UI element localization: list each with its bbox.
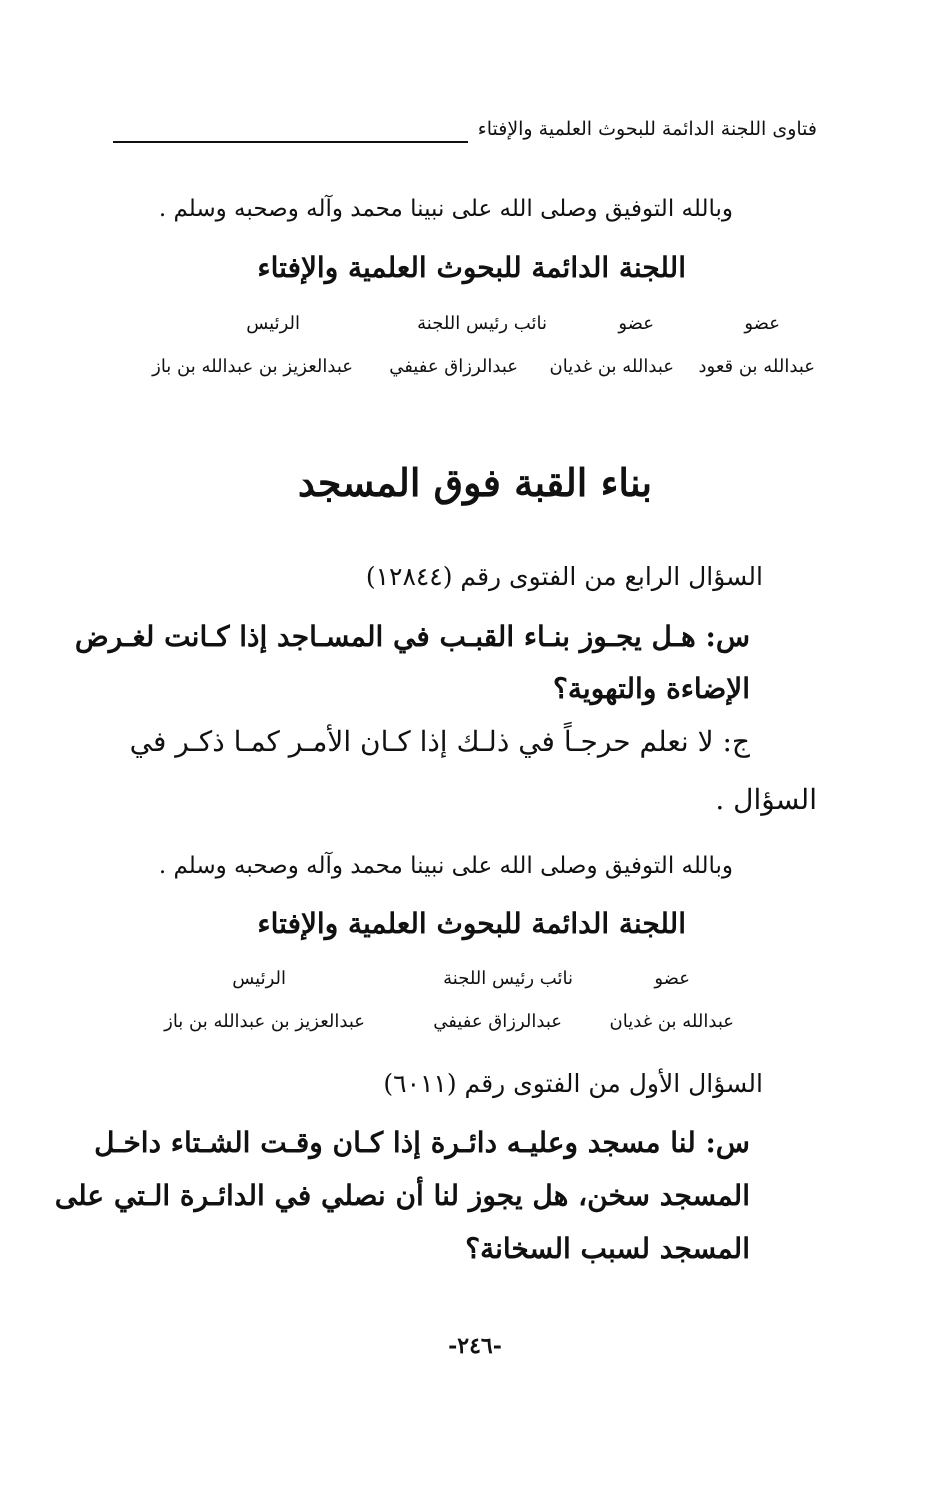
signatory-name: عبدالله بن غديان xyxy=(549,356,674,377)
signatory-name: عبدالله بن غديان xyxy=(609,1011,734,1032)
closing-formula: وبالله التوفيق وصلى الله على نبينا محمد وآله وصحبه وسلم . xyxy=(158,196,733,222)
signatory-role: الرئيس xyxy=(246,313,300,334)
running-header: فتاوى اللجنة الدائمة للبحوث العلمية والإفتاء xyxy=(477,118,817,140)
signatory-role: عضو xyxy=(744,313,780,334)
signatory-role: عضو xyxy=(618,313,654,334)
signatory-name: عبدالرزاق عفيفي xyxy=(389,356,518,377)
fatwa-reference: السؤال الأول من الفتوى رقم (٦٠١١) xyxy=(383,1069,763,1098)
signatory-role: الرئيس xyxy=(232,968,286,989)
section-title: بناء القبة فوق المسجد xyxy=(297,460,653,505)
question-line: الإضاءة والتهوية؟ xyxy=(553,672,750,705)
signatory-name: عبدالرزاق عفيفي xyxy=(433,1011,562,1032)
signatory-name: عبدالعزيز بن عبدالله بن باز xyxy=(164,1011,365,1032)
committee-name: اللجنة الدائمة للبحوث العلمية والإفتاء xyxy=(257,251,686,284)
signatory-role: نائب رئيس اللجنة xyxy=(417,313,547,334)
answer-line: ج: لا نعلم حرجـاً في ذلـك إذا كـان الأمـر كمـا ذكـر في xyxy=(129,725,750,758)
committee-name: اللجنة الدائمة للبحوث العلمية والإفتاء xyxy=(257,907,686,940)
signatory-name: عبدالعزيز بن عبدالله بن باز xyxy=(152,356,353,377)
closing-formula: وبالله التوفيق وصلى الله على نبينا محمد وآله وصحبه وسلم . xyxy=(158,853,733,879)
question-line: المسجد سخن، هل يجوز لنا أن نصلي في الدائـرة الـتي على xyxy=(54,1179,750,1212)
signatory-role: نائب رئيس اللجنة xyxy=(443,968,573,989)
header-rule xyxy=(113,141,468,143)
question-line: المسجد لسبب السخانة؟ xyxy=(465,1232,750,1265)
signatory-name: عبدالله بن قعود xyxy=(698,356,815,377)
question-line: س: لنا مسجد وعليـه دائـرة إذا كـان وقـت الشـتاء داخـل xyxy=(94,1126,750,1159)
answer-line: السؤال . xyxy=(715,783,817,816)
signatory-role: عضو xyxy=(654,968,690,989)
question-line: س: هـل يجـوز بنـاء القبـب في المسـاجد إذا كـانت لغـرض xyxy=(74,620,750,653)
page-number: -٢٤٦- xyxy=(448,1333,502,1359)
fatwa-reference: السؤال الرابع من الفتوى رقم (١٢٨٤٤) xyxy=(365,562,763,591)
